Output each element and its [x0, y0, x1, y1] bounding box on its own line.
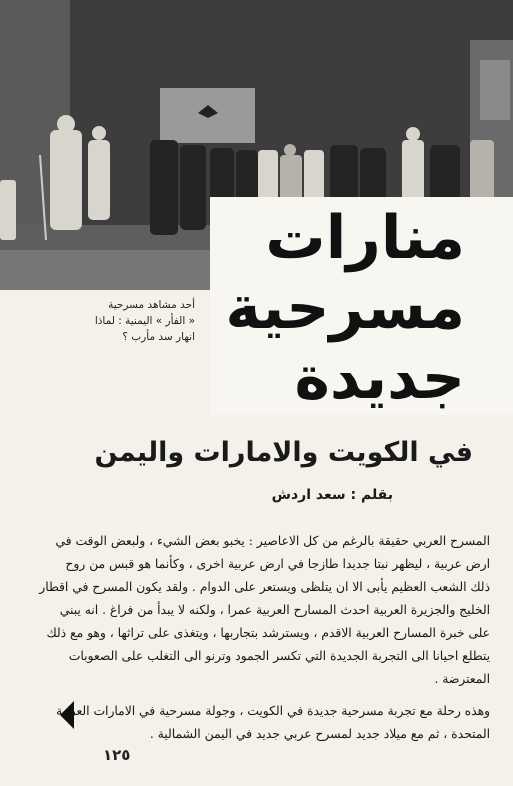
paragraph-1	[39, 530, 490, 691]
body-line: المتحدة ، ثم مع ميلاد جديد لمسرح عربي جديد في اليمن الشمالية .	[149, 727, 490, 741]
page-number: ١٢٥	[103, 746, 131, 764]
caption-line-2: « الفأر » اليمنية : لماذا	[94, 315, 195, 327]
article-subtitle: في الكويت والامارات واليمن	[94, 437, 473, 468]
body-line: ذلك الشعب العظيم يأبى الا ان يتلظى ويستعر على الدوام . ولقد يكون المسرح في اقطار	[39, 580, 490, 594]
body-line: على خبرة المسارح العربية الاقدم ، ويسترشد بتجاربها ، ويتغذى على تراثها ، وهو مع ذلك	[46, 626, 490, 640]
body-line: المعترضة .	[434, 672, 490, 686]
caption-line-1: أحد مشاهد مسرحية	[108, 299, 195, 311]
title-box	[210, 197, 513, 415]
title-line-2: مسرحية	[225, 273, 465, 343]
author-byline: بقلم : سعد اردش	[271, 487, 393, 503]
title-line-1: منارات	[265, 203, 465, 273]
left-triangle-arrow-icon	[60, 701, 74, 729]
body-line: المسرح العربي حقيقة بالرغم من كل الاعاصير : يخبو بعض الشيء ، ولبعض الوقت في	[55, 534, 490, 548]
article-body	[39, 530, 490, 746]
body-line: ارض عربية ، ليظهر نبتا جديدا طازجا في ارض عربية اخرى ، وكأنما هو قبس من روح	[65, 557, 490, 571]
photo-caption	[50, 297, 195, 345]
body-line: يتطلع احيانا الى التجربة الجديدة التي تكسر الجمود وترنو الى التغلب على الصعوبات	[68, 649, 490, 663]
title-line-3: جديدة	[294, 343, 465, 413]
body-line: الخليج والجزيرة العربية احدث المسارح العربية عمرا ، ولكنه لا يبدأ من فراغ . انه يبني	[59, 603, 490, 617]
caption-line-3: انهار سد مأرب ؟	[122, 331, 195, 343]
paragraph-2	[55, 700, 490, 746]
body-line: وهذه رحلة مع تجربة مسرحية جديدة في الكويت ، وجولة مسرحية في الامارات العربية	[55, 704, 490, 718]
